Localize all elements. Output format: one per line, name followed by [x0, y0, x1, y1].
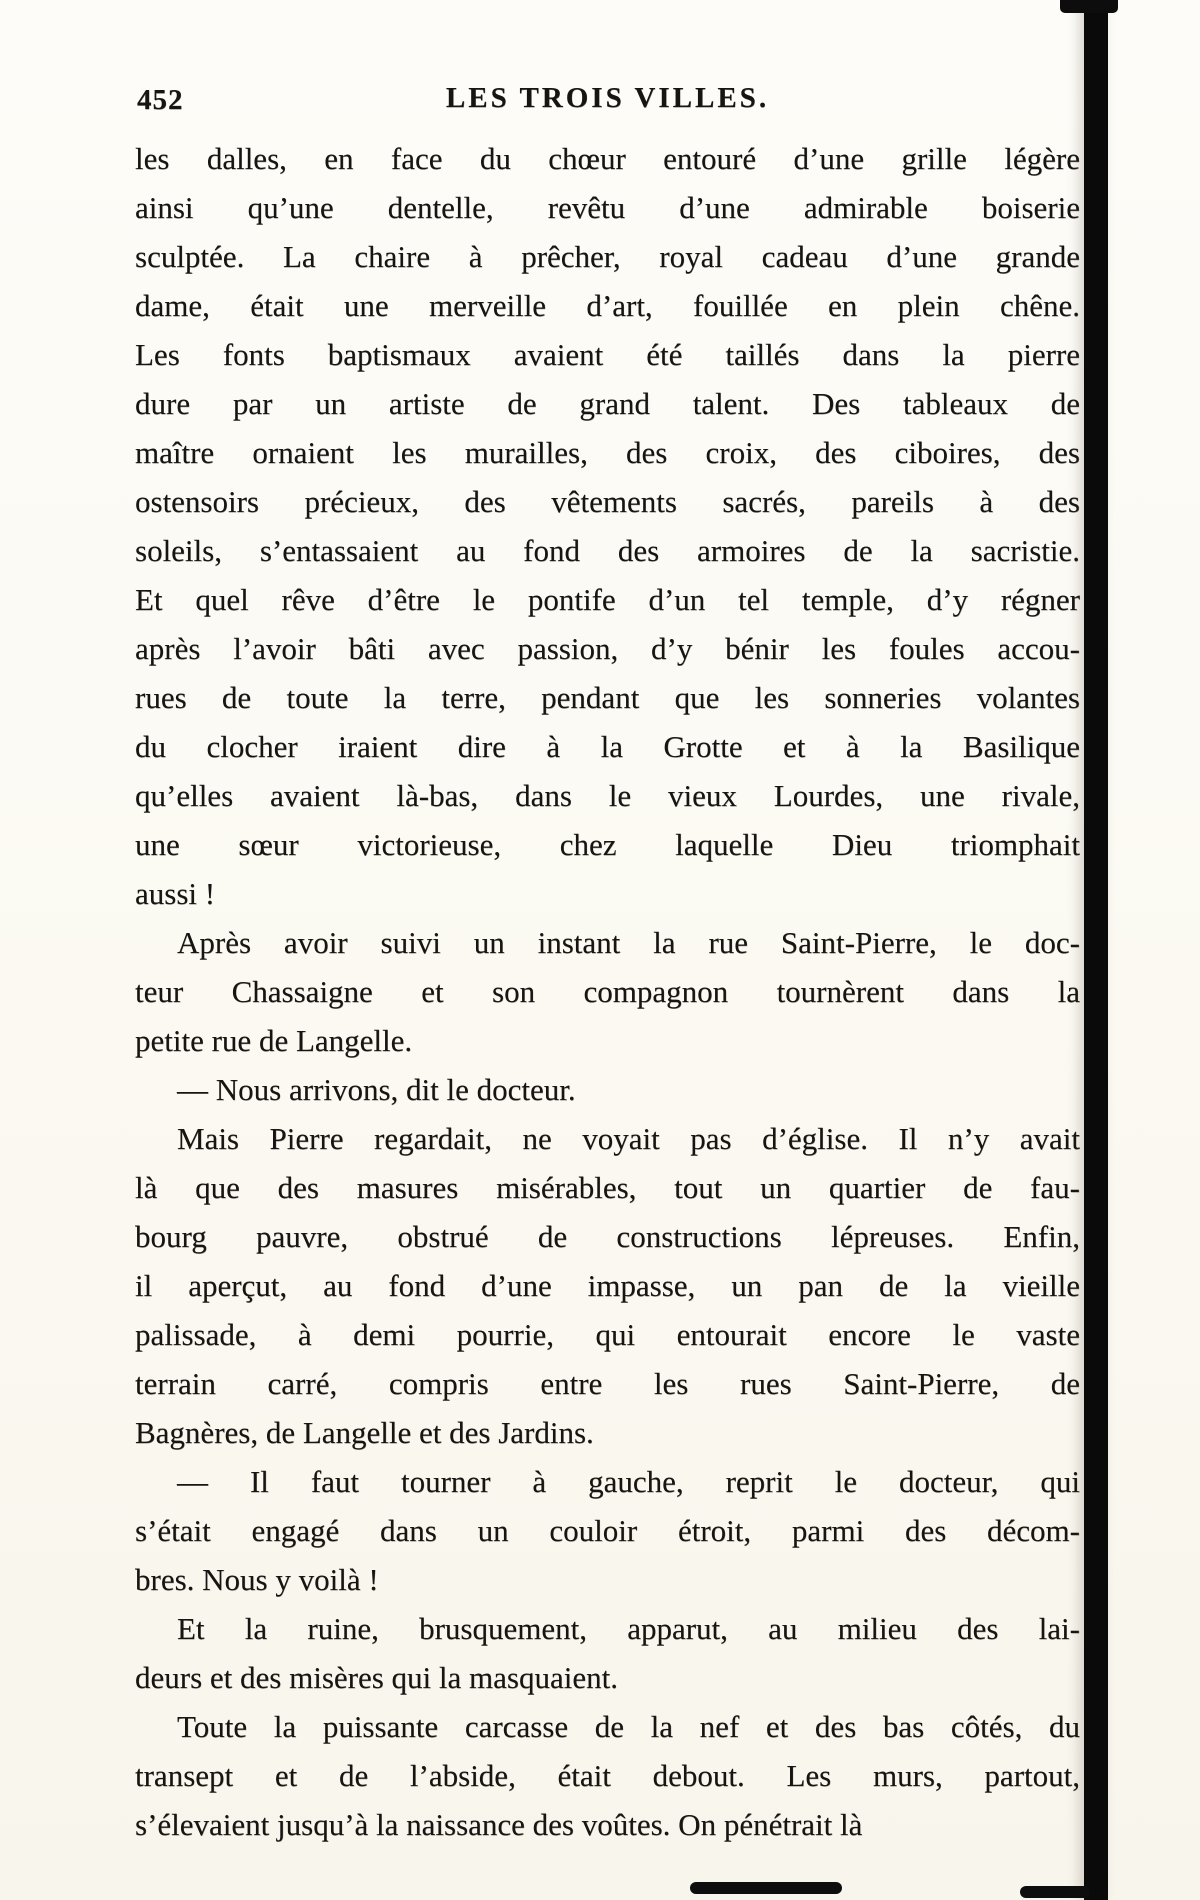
text-line: Mais Pierre regardait, ne voyait pas d’église. Il n’y avait — [177, 1121, 1080, 1156]
text-line: rues de toute la terre, pendant que les sonneries volantes — [135, 680, 1080, 715]
text-line: petite rue de Langelle. — [135, 1023, 413, 1058]
paragraph — [135, 134, 1080, 918]
text-line: deurs et des misères qui la masquaient. — [135, 1660, 618, 1695]
text-line: bres. Nous y voilà ! — [135, 1562, 379, 1597]
paragraph — [135, 1065, 1080, 1114]
text-line: aussi ! — [135, 876, 216, 911]
text-line: bourg pauvre, obstrué de constructions lépreuses. Enfin, — [135, 1219, 1080, 1254]
text-line: Après avoir suivi un instant la rue Saint-Pierre, le doc- — [177, 925, 1080, 960]
text-line: Et quel rêve d’être le pontife d’un tel temple, d’y régner — [135, 582, 1080, 617]
text-line: dure par un artiste de grand talent. Des tableaux de — [135, 386, 1080, 421]
text-line: ainsi qu’une dentelle, revêtu d’une admirable boiserie — [135, 190, 1080, 225]
text-line: sculptée. La chaire à prêcher, royal cadeau d’une grande — [135, 239, 1080, 274]
page-header — [135, 82, 1080, 124]
binding-edge-artifact — [1084, 0, 1108, 1900]
text-line: Et la ruine, brusquement, apparut, au milieu des lai- — [177, 1611, 1080, 1646]
text-line: Toute la puissante carcasse de la nef et des bas côtés, du — [177, 1709, 1080, 1744]
text-line: Les fonts baptismaux avaient été taillés dans la pierre — [135, 337, 1080, 372]
text-line: les dalles, en face du chœur entouré d’une grille légère — [135, 141, 1080, 176]
paragraph — [135, 918, 1080, 1065]
text-line: une sœur victorieuse, chez laquelle Dieu triomphait — [135, 827, 1080, 862]
text-line: transept et de l’abside, était debout. Les murs, partout, — [135, 1758, 1080, 1793]
paragraph — [135, 1604, 1080, 1702]
running-title: LES TROIS VILLES. — [445, 82, 770, 114]
text-line: palissade, à demi pourrie, qui entourait encore le vaste — [135, 1317, 1080, 1352]
paragraph — [135, 1457, 1080, 1604]
text-line: — Nous arrivons, dit le docteur. — [177, 1072, 576, 1107]
text-line: maître ornaient les murailles, des croix, des ciboires, des — [135, 435, 1080, 470]
paragraph — [135, 1114, 1080, 1457]
page-text — [135, 134, 1080, 1849]
scan-smudge-bottom-right — [1020, 1886, 1090, 1898]
text-line: teur Chassaigne et son compagnon tournèrent dans la — [135, 974, 1080, 1009]
text-line: s’était engagé dans un couloir étroit, parmi des décom- — [135, 1513, 1080, 1548]
text-line: qu’elles avaient là-bas, dans le vieux Lourdes, une rivale, — [135, 778, 1080, 813]
text-line: Bagnères, de Langelle et des Jardins. — [135, 1415, 594, 1450]
text-line: s’élevaient jusqu’à la naissance des voûtes. On pénétrait là — [135, 1807, 863, 1842]
text-line: du clocher iraient dire à la Grotte et à la Basilique — [135, 729, 1080, 764]
text-line: — Il faut tourner à gauche, reprit le docteur, qui — [177, 1464, 1080, 1499]
text-line: dame, était une merveille d’art, fouillée en plein chêne. — [135, 288, 1080, 323]
text-line: ostensoirs précieux, des vêtements sacrés, pareils à des — [135, 484, 1080, 519]
text-line: après l’avoir bâti avec passion, d’y bénir les foules accou- — [135, 631, 1080, 666]
page-number: 452 — [137, 84, 184, 116]
text-line: soleils, s’entassaient au fond des armoires de la sacristie. — [135, 533, 1080, 568]
text-line: il aperçut, au fond d’une impasse, un pan de la vieille — [135, 1268, 1080, 1303]
scan-smudge-bottom-center — [690, 1882, 842, 1894]
text-line: là que des masures misérables, tout un quartier de fau- — [135, 1170, 1080, 1205]
paragraph — [135, 1702, 1080, 1849]
scan-smudge-top-right — [1060, 0, 1118, 13]
text-line: terrain carré, compris entre les rues Saint-Pierre, de — [135, 1366, 1080, 1401]
